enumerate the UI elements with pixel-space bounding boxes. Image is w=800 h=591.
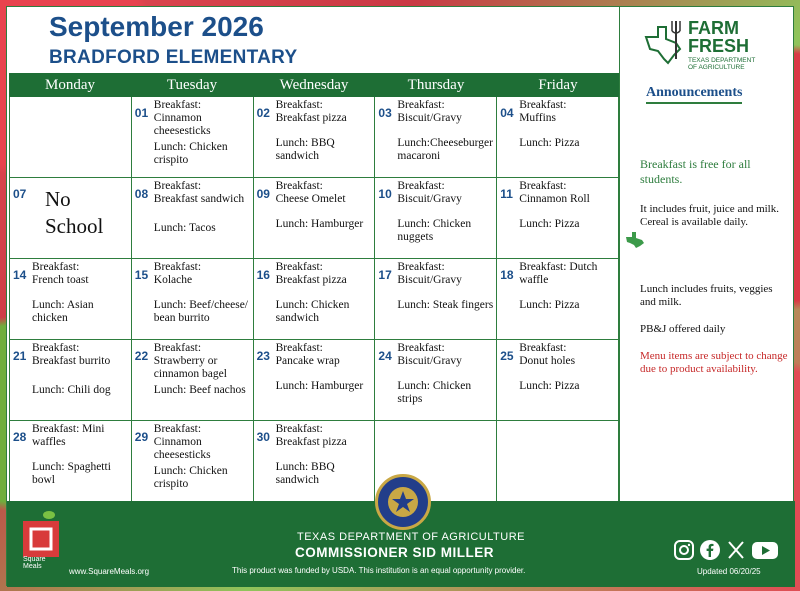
day-number: 09: [256, 187, 270, 201]
farm-fresh-logo: [642, 19, 772, 81]
calendar-day-cell: [254, 421, 376, 502]
lunch-item: Lunch: Chicken sandwich: [275, 299, 350, 324]
day-number: 17: [378, 268, 392, 282]
breakfast-item: Breakfast: Cinnamon cheesesticks: [153, 423, 211, 461]
breakfast-item: Breakfast: Mini waffles: [32, 423, 105, 448]
breakfast-item: Breakfast: Donut holes: [519, 342, 576, 367]
lunch-item: Lunch: Tacos: [153, 222, 216, 234]
lunch-item: Lunch: Pizza: [519, 218, 580, 230]
calendar-day-cell: [497, 178, 619, 259]
footer: [7, 501, 795, 587]
day-number: 29: [134, 430, 149, 444]
calendar-day-cell: [10, 97, 132, 178]
calendar-day-cell: [254, 259, 376, 340]
footer-site-link[interactable]: www.SquareMeals.org: [69, 567, 150, 576]
breakfast-item: Breakfast: Breakfast pizza: [275, 261, 347, 286]
calendar-day-cell: [10, 340, 132, 421]
menu-card: [6, 6, 794, 586]
day-number: 02: [256, 106, 270, 120]
lunch-item: Lunch: Hamburger: [275, 380, 364, 392]
facebook-icon[interactable]: [699, 539, 721, 561]
day-number: 25: [500, 349, 514, 363]
lunch-item: Lunch: Pizza: [519, 137, 580, 149]
footer-updated-date: Updated 06/20/25: [697, 567, 761, 576]
calendar-day-cell: [132, 340, 254, 421]
calendar: [9, 73, 619, 501]
breakfast-item: Breakfast: Kolache: [153, 261, 202, 286]
footer-funding-statement: This product was funded by USDA. This institution is an equal opportunity provider.: [232, 566, 526, 575]
lunch-item: Lunch: Beef nachos: [153, 384, 246, 396]
calendar-day-cell: [497, 97, 619, 178]
day-number: 18: [500, 268, 514, 282]
x-icon[interactable]: [725, 539, 747, 561]
day-number: 15: [134, 268, 149, 282]
announcement-pbj: PB&J offered daily: [640, 323, 726, 335]
lunch-item: Lunch: Pizza: [519, 380, 580, 392]
day-number: 01: [134, 106, 149, 120]
weekday-wednesday: Wednesday: [279, 77, 349, 93]
breakfast-item: Breakfast: Dutch waffle: [519, 261, 598, 286]
lunch-item: Lunch: Chili dog: [32, 384, 111, 396]
lunch-item: Lunch: Pizza: [519, 299, 580, 311]
calendar-day-cell: [10, 259, 132, 340]
breakfast-item: Breakfast: Cinnamon Roll: [519, 180, 590, 205]
breakfast-item: Breakfast: Breakfast pizza: [275, 423, 347, 448]
announcement-lunch-includes: Lunch includes fruits, veggies and milk.: [640, 283, 773, 308]
lunch-item: Lunch: Hamburger: [275, 218, 364, 230]
no-school-label: No School: [45, 187, 104, 238]
breakfast-item: Breakfast: Breakfast sandwich: [153, 180, 245, 205]
calendar-day-cell: [10, 178, 132, 259]
breakfast-item: Breakfast: Strawberry or cinnamon bagel: [153, 342, 227, 380]
calendar-day-cell: [497, 259, 619, 340]
lunch-item: Lunch: Beef/cheese/ bean burrito: [153, 299, 248, 324]
day-number: 03: [378, 106, 392, 120]
breakfast-item: Breakfast: Biscuit/Gravy: [397, 99, 462, 124]
logo-main-text: FARM FRESH: [688, 18, 750, 56]
breakfast-item: Breakfast: Cheese Omelet: [275, 180, 346, 205]
calendar-grid: [9, 97, 619, 502]
youtube-icon[interactable]: [751, 539, 779, 561]
weekday-tuesday: Tuesday: [166, 77, 218, 93]
breakfast-item: Breakfast: Breakfast pizza: [275, 99, 347, 124]
day-number: 16: [256, 268, 270, 282]
lunch-item: Lunch: Chicken strips: [397, 380, 472, 405]
day-number: 21: [13, 349, 27, 363]
calendar-day-cell: [497, 421, 619, 502]
school-name: BRADFORD ELEMENTARY: [49, 47, 298, 68]
calendar-day-cell: [132, 421, 254, 502]
day-number: 23: [256, 349, 270, 363]
announcements-title: Announcements: [646, 85, 742, 104]
instagram-icon[interactable]: [673, 539, 695, 561]
calendar-day-cell: [254, 340, 376, 421]
weekday-header: [9, 73, 619, 97]
breakfast-item: Breakfast: Pancake wrap: [275, 342, 340, 367]
calendar-day-cell: [254, 97, 376, 178]
lunch-item: Lunch:Cheeseburger macaroni: [397, 137, 493, 162]
calendar-day-cell: [375, 340, 497, 421]
announcements-sidebar: [619, 7, 795, 501]
square-meals-logo: [21, 509, 65, 570]
breakfast-item: Breakfast: Biscuit/Gravy: [397, 261, 462, 286]
calendar-day-cell: [132, 178, 254, 259]
announcement-breakfast-includes: It includes fruit, juice and milk. Cereal is available daily.: [640, 203, 779, 228]
calendar-day-cell: [375, 97, 497, 178]
calendar-day-cell: [132, 97, 254, 178]
breakfast-item: Breakfast: Biscuit/Gravy: [397, 180, 462, 205]
lunch-item: Lunch: Chicken crispito: [153, 465, 228, 490]
texas-map-icon: [624, 231, 646, 249]
calendar-day-cell: [375, 178, 497, 259]
day-number: 28: [13, 430, 27, 444]
lunch-item: Lunch: Chicken nuggets: [397, 218, 472, 243]
breakfast-item: Breakfast: French toast: [32, 261, 89, 286]
day-number: 04: [500, 106, 514, 120]
day-number: 07: [13, 187, 27, 201]
tda-seal-icon: [375, 474, 431, 530]
logo-sub-text: TEXAS DEPARTMENT OF AGRICULTURE: [688, 57, 756, 71]
lunch-item: Lunch: BBQ sandwich: [275, 461, 335, 486]
day-number: 08: [134, 187, 149, 201]
breakfast-item: Breakfast: Biscuit/Gravy: [397, 342, 462, 367]
texas-fork-icon: [642, 19, 688, 69]
announcement-free-breakfast: Breakfast is free for all students.: [640, 157, 751, 186]
calendar-day-cell: [132, 259, 254, 340]
footer-department: TEXAS DEPARTMENT OF AGRICULTURE: [297, 531, 525, 543]
lunch-item: Lunch: Chicken crispito: [153, 141, 228, 166]
calendar-day-cell: [254, 178, 376, 259]
page-title: September 2026: [49, 11, 264, 42]
square-meals-label: Square Meals: [23, 556, 46, 570]
calendar-day-cell: [375, 259, 497, 340]
lunch-item: Lunch: Spaghetti bowl: [32, 461, 111, 486]
weekday-thursday: Thursday: [407, 77, 465, 93]
lunch-item: Lunch: Asian chicken: [32, 299, 94, 324]
day-number: 24: [378, 349, 392, 363]
weekday-monday: Monday: [45, 77, 95, 93]
day-number: 30: [256, 430, 270, 444]
announcement-subject-to-change: Menu items are subject to change due to product availability.: [640, 350, 788, 375]
lunch-item: Lunch: Steak fingers: [397, 299, 494, 311]
day-number: 10: [378, 187, 392, 201]
calendar-day-cell: [10, 421, 132, 502]
breakfast-item: Breakfast: Muffins: [519, 99, 567, 124]
day-number: 11: [500, 187, 513, 201]
footer-commissioner: COMMISSIONER SID MILLER: [295, 545, 495, 560]
breakfast-item: Breakfast: Cinnamon cheesesticks: [153, 99, 211, 137]
day-number: 22: [134, 349, 149, 363]
lunch-item: Lunch: BBQ sandwich: [275, 137, 335, 162]
calendar-day-cell: [497, 340, 619, 421]
weekday-friday: Friday: [538, 77, 578, 93]
breakfast-item: Breakfast: Breakfast burrito: [32, 342, 111, 367]
day-number: 14: [13, 268, 27, 282]
